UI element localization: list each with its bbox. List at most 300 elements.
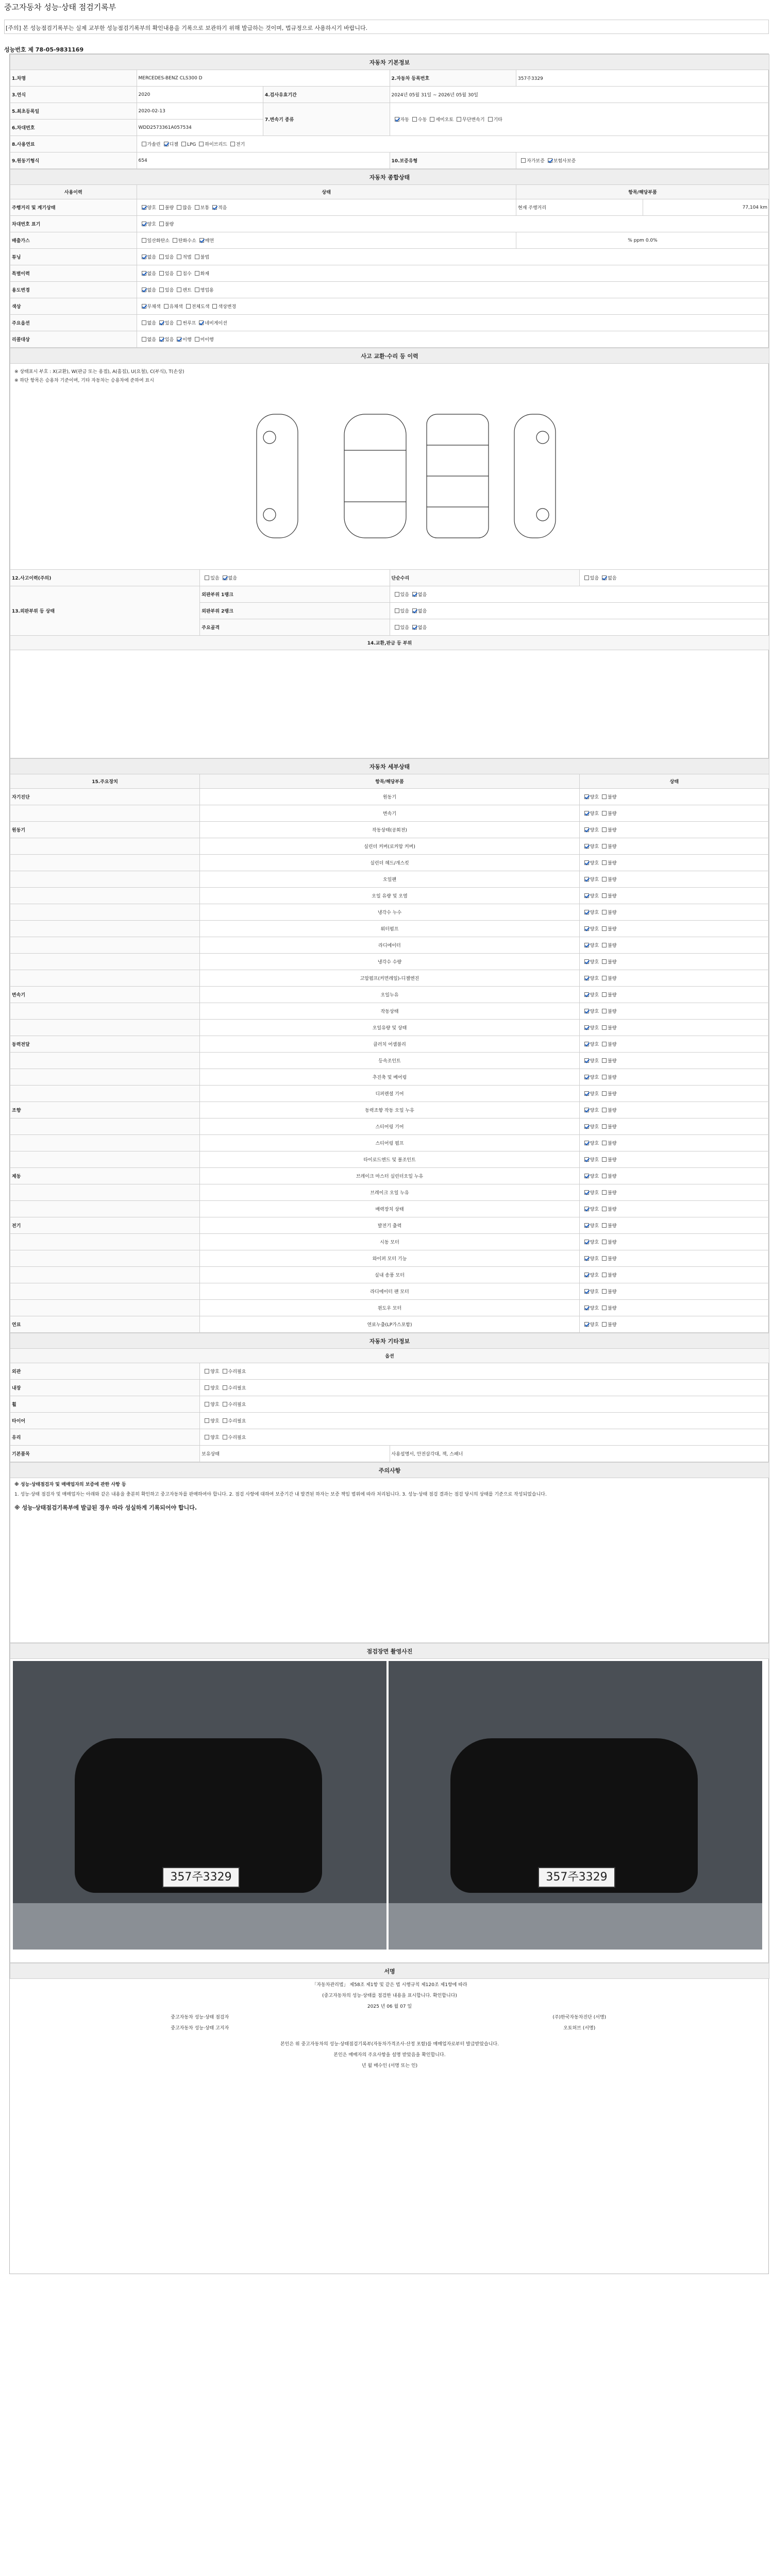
special-options bbox=[137, 265, 769, 282]
year-label: 3.연식 bbox=[10, 87, 137, 103]
detail-poor-checkbox[interactable] bbox=[602, 1273, 607, 1277]
detail-poor-checkbox[interactable] bbox=[602, 1025, 607, 1030]
flood-text: 침수 bbox=[182, 272, 192, 277]
detail-poor-checkbox[interactable] bbox=[602, 926, 607, 931]
detail-item: 연료누출(LP가스포함) bbox=[200, 1316, 580, 1333]
selfdiag-trans-good-checkbox[interactable] bbox=[584, 811, 589, 816]
detail-part bbox=[10, 1151, 200, 1168]
biz-checkbox[interactable] bbox=[195, 287, 199, 292]
detail-part bbox=[10, 904, 200, 921]
detail-good-checkbox[interactable] bbox=[584, 1207, 589, 1211]
detail-item: 워터펌프 bbox=[200, 921, 580, 937]
section-basic-info-title: 자동차 기본정보 bbox=[10, 55, 769, 70]
smoke-checkbox[interactable] bbox=[199, 238, 204, 243]
detail-rows bbox=[10, 822, 769, 1333]
front-photo-floor bbox=[13, 1903, 386, 1950]
detail-part bbox=[10, 1234, 200, 1250]
basic-info-table bbox=[10, 54, 769, 169]
buyer-month: 월 bbox=[367, 2063, 373, 2069]
detail-good-checkbox[interactable] bbox=[584, 877, 589, 882]
detail-part: 동력전달 bbox=[10, 1036, 200, 1053]
detail-good-text: 양호 bbox=[590, 1257, 599, 1262]
detail-good-text: 양호 bbox=[590, 1141, 599, 1146]
detail-poor-text: 불량 bbox=[608, 1207, 617, 1212]
trans-options bbox=[390, 103, 769, 136]
detail-row bbox=[10, 855, 769, 871]
tuning-label: 튜닝 bbox=[10, 249, 137, 265]
detail-good-checkbox[interactable] bbox=[584, 860, 589, 865]
fuel-options bbox=[137, 136, 769, 152]
inner-good-checkbox[interactable] bbox=[205, 1385, 209, 1390]
glass-good-checkbox[interactable] bbox=[205, 1435, 209, 1439]
selfdiag-trans-poor-checkbox[interactable] bbox=[602, 811, 607, 816]
section-photo-title: 점검장면 촬영사진 bbox=[10, 1643, 769, 1659]
detail-state bbox=[579, 1118, 769, 1135]
color-label: 색상 bbox=[10, 298, 137, 315]
detail-part bbox=[10, 1267, 200, 1283]
smoke-value: 0.0% bbox=[645, 238, 658, 243]
diesel-checkbox[interactable] bbox=[164, 142, 169, 146]
gauge-good-checkbox[interactable] bbox=[142, 205, 146, 210]
detail-poor-checkbox[interactable] bbox=[602, 1058, 607, 1063]
detail-good-checkbox[interactable] bbox=[584, 943, 589, 947]
main-device-header: 15.주요장치 bbox=[10, 774, 200, 789]
detail-item: 브레이크 오일 누유 bbox=[200, 1184, 580, 1201]
selfdiag-engine-good-text: 양호 bbox=[590, 795, 599, 800]
detail-good-checkbox[interactable] bbox=[584, 992, 589, 997]
detail-poor-checkbox[interactable] bbox=[602, 943, 607, 947]
detail-poor-checkbox[interactable] bbox=[602, 1322, 607, 1327]
detail-poor-checkbox[interactable] bbox=[602, 1223, 607, 1228]
detail-good-checkbox[interactable] bbox=[584, 1240, 589, 1244]
tire-repair-text: 수리필요 bbox=[228, 1419, 246, 1424]
glass-label: 유리 bbox=[10, 1429, 200, 1446]
semi-checkbox[interactable] bbox=[430, 117, 434, 122]
cvt-text: 무단변속기 bbox=[462, 117, 485, 123]
vin-good-checkbox[interactable] bbox=[142, 222, 146, 226]
rent-checkbox[interactable] bbox=[177, 287, 181, 292]
recall-none-checkbox[interactable] bbox=[142, 337, 146, 342]
period-value: 2024년 05월 31일 ~ 2026년 05월 30일 bbox=[390, 87, 769, 103]
detail-poor-checkbox[interactable] bbox=[602, 1240, 607, 1244]
detail-poor-checkbox[interactable] bbox=[602, 1124, 607, 1129]
glass-repair-checkbox[interactable] bbox=[223, 1435, 227, 1439]
nav-checkbox[interactable] bbox=[199, 320, 204, 325]
accident-exist-checkbox[interactable] bbox=[205, 575, 209, 580]
detail-state bbox=[579, 1316, 769, 1333]
detail-good-checkbox[interactable] bbox=[584, 1273, 589, 1277]
detail-part bbox=[10, 1086, 200, 1102]
detail-poor-checkbox[interactable] bbox=[602, 1289, 607, 1294]
detail-state bbox=[579, 970, 769, 987]
cvt-checkbox[interactable] bbox=[457, 117, 461, 122]
accident-none-checkbox[interactable] bbox=[223, 575, 227, 580]
detail-item: 라디에이터 팬 모터 bbox=[200, 1283, 580, 1300]
rank1-options bbox=[390, 586, 769, 603]
option-exist-checkbox[interactable] bbox=[159, 320, 164, 325]
illegal-text: 불법 bbox=[200, 255, 210, 260]
detail-good-text: 양호 bbox=[590, 844, 599, 850]
firstreg-value: 2020-02-13 bbox=[137, 103, 263, 120]
detail-poor-checkbox[interactable] bbox=[602, 910, 607, 914]
nav-text: 네비게이션 bbox=[205, 321, 227, 326]
detail-poor-checkbox[interactable] bbox=[602, 959, 607, 964]
detail-poor-checkbox[interactable] bbox=[602, 1190, 607, 1195]
detail-item: 브레이크 마스터 실린더오일 누유 bbox=[200, 1168, 580, 1184]
tire-label: 타이어 bbox=[10, 1413, 200, 1429]
detail-poor-checkbox[interactable] bbox=[602, 1256, 607, 1261]
section-other-title: 자동차 기타정보 bbox=[10, 1333, 769, 1349]
detail-part bbox=[10, 888, 200, 904]
detail-good-checkbox[interactable] bbox=[584, 1289, 589, 1294]
detail-row bbox=[10, 1217, 769, 1234]
detail-poor-text: 불량 bbox=[608, 1191, 617, 1196]
page-title: 중고자동차 성능·상태 점검기록부 bbox=[4, 3, 116, 12]
achromatic-checkbox[interactable] bbox=[142, 304, 146, 309]
recall-done-checkbox[interactable] bbox=[177, 337, 181, 342]
few-checkbox[interactable] bbox=[212, 205, 217, 210]
detail-poor-text: 불량 bbox=[608, 828, 617, 833]
tire-options bbox=[200, 1413, 769, 1429]
detail-item: 고압펌프(커먼레일)-디젤엔진 bbox=[200, 970, 580, 987]
frame-exist-checkbox[interactable] bbox=[395, 625, 399, 630]
inner-repair-checkbox[interactable] bbox=[223, 1385, 227, 1390]
detail-item: 추진축 및 베어링 bbox=[200, 1069, 580, 1086]
recall-not-checkbox[interactable] bbox=[195, 337, 199, 342]
special-exist-text: 있음 bbox=[164, 272, 174, 277]
rank2-exist-text: 있음 bbox=[400, 609, 409, 614]
wheel-label: 휠 bbox=[10, 1396, 200, 1413]
use-none-checkbox[interactable] bbox=[142, 287, 146, 292]
detail-good-checkbox[interactable] bbox=[584, 1025, 589, 1030]
detail-row bbox=[10, 838, 769, 855]
tuning-none-text: 없음 bbox=[147, 255, 156, 260]
detail-good-checkbox[interactable] bbox=[584, 1091, 589, 1096]
state-col-header: 상태 bbox=[579, 774, 769, 789]
detail-item: 오일팬 bbox=[200, 871, 580, 888]
ev-checkbox[interactable] bbox=[230, 142, 235, 146]
detail-item: 작동상태(공회전) bbox=[200, 822, 580, 838]
detail-poor-checkbox[interactable] bbox=[602, 992, 607, 997]
detail-item: 오일누유 bbox=[200, 987, 580, 1003]
repair-none-checkbox[interactable] bbox=[602, 575, 607, 580]
hc-checkbox[interactable] bbox=[173, 238, 177, 243]
detail-part: 변속기 bbox=[10, 987, 200, 1003]
detail-item: 와이퍼 모터 기능 bbox=[200, 1250, 580, 1267]
detail-good-text: 양호 bbox=[590, 1273, 599, 1278]
use-exist-checkbox[interactable] bbox=[159, 287, 164, 292]
detail-good-checkbox[interactable] bbox=[584, 1223, 589, 1228]
insurance-warranty-checkbox[interactable] bbox=[548, 158, 552, 163]
manual-checkbox[interactable] bbox=[412, 117, 417, 122]
detail-poor-text: 불량 bbox=[608, 1141, 617, 1146]
detail-good-checkbox[interactable] bbox=[584, 1141, 589, 1145]
detail-state bbox=[579, 904, 769, 921]
repair-exist-checkbox[interactable] bbox=[584, 575, 589, 580]
tuning-exist-checkbox[interactable] bbox=[159, 255, 164, 259]
chromatic-text: 유채색 bbox=[169, 304, 183, 310]
detail-good-checkbox[interactable] bbox=[584, 1058, 589, 1063]
detail-state bbox=[579, 1135, 769, 1151]
detail-row bbox=[10, 1184, 769, 1201]
detail-row bbox=[10, 1053, 769, 1069]
detail-good-checkbox[interactable] bbox=[584, 1157, 589, 1162]
color-change-checkbox[interactable] bbox=[212, 304, 217, 309]
detail-poor-checkbox[interactable] bbox=[602, 893, 607, 898]
manual-text: 수동 bbox=[417, 117, 427, 123]
rank1-none-text: 없음 bbox=[417, 592, 427, 598]
detail-good-checkbox[interactable] bbox=[584, 1190, 589, 1195]
detail-poor-checkbox[interactable] bbox=[602, 1075, 607, 1079]
detail-good-checkbox[interactable] bbox=[584, 1174, 589, 1178]
detail-item: 냉각수 수량 bbox=[200, 954, 580, 970]
detail-poor-checkbox[interactable] bbox=[602, 1042, 607, 1046]
detail-part bbox=[10, 1118, 200, 1135]
detail-good-checkbox[interactable] bbox=[584, 959, 589, 964]
detail-item: 시동 모터 bbox=[200, 1234, 580, 1250]
detail-poor-checkbox[interactable] bbox=[602, 1091, 607, 1096]
detail-good-checkbox[interactable] bbox=[584, 827, 589, 832]
detail-poor-checkbox[interactable] bbox=[602, 1009, 607, 1013]
mileage-options bbox=[137, 199, 516, 216]
sunroof-text: 썬루프 bbox=[182, 321, 196, 326]
detail-good-checkbox[interactable] bbox=[584, 910, 589, 914]
rank2-exist-checkbox[interactable] bbox=[395, 608, 399, 613]
detail-poor-text: 불량 bbox=[608, 861, 617, 866]
rear-plate: 357주3329 bbox=[538, 1867, 615, 1888]
section-notes-title: 주의사항 bbox=[10, 1463, 769, 1478]
detail-poor-text: 불량 bbox=[608, 877, 617, 883]
receive-statement: 본인은 위 중고자동차의 성능·상태점검기록부(자동차가격조사·산정 포함)를 매매업자로부터 발급받았습니다. bbox=[280, 2042, 499, 2047]
detail-row bbox=[10, 1316, 769, 1333]
color-change-text: 색상변경 bbox=[218, 304, 237, 310]
detail-state bbox=[579, 838, 769, 855]
special-none-checkbox[interactable] bbox=[142, 271, 146, 276]
detail-state bbox=[579, 1086, 769, 1102]
chromatic-checkbox[interactable] bbox=[164, 304, 169, 309]
fuel-label: 8.사용연료 bbox=[10, 136, 137, 152]
glass-options bbox=[200, 1429, 769, 1446]
detail-row bbox=[10, 954, 769, 970]
recall-label: 리콜대상 bbox=[10, 331, 137, 348]
selfdiag-engine-good-checkbox[interactable] bbox=[584, 794, 589, 799]
detail-item: 등속조인트 bbox=[200, 1053, 580, 1069]
option-options bbox=[137, 315, 769, 331]
outer-good-checkbox[interactable] bbox=[205, 1369, 209, 1374]
detail-good-checkbox[interactable] bbox=[584, 893, 589, 898]
tire-good-text: 양호 bbox=[210, 1419, 220, 1424]
many-checkbox[interactable] bbox=[177, 205, 181, 210]
gauge-bad-checkbox[interactable] bbox=[159, 205, 164, 210]
detail-good-checkbox[interactable] bbox=[584, 1306, 589, 1310]
wheel-repair-text: 수리필요 bbox=[228, 1402, 246, 1408]
detail-poor-checkbox[interactable] bbox=[602, 1207, 607, 1211]
self-warranty-checkbox[interactable] bbox=[521, 158, 526, 163]
detail-row bbox=[10, 921, 769, 937]
detail-poor-text: 불량 bbox=[608, 1174, 617, 1179]
detail-item: 클러치 어셈블리 bbox=[200, 1036, 580, 1053]
repair-options bbox=[579, 570, 769, 586]
wheel-repair-checkbox[interactable] bbox=[223, 1402, 227, 1406]
hc-text: 탄화수소 bbox=[178, 239, 196, 244]
rank2-none-checkbox[interactable] bbox=[412, 608, 417, 613]
detail-poor-text: 불량 bbox=[608, 927, 617, 932]
detail-poor-checkbox[interactable] bbox=[602, 827, 607, 832]
section-overall-title: 자동차 종합상태 bbox=[10, 170, 769, 185]
detail-part bbox=[10, 921, 200, 937]
recall-exist-checkbox[interactable] bbox=[159, 337, 164, 342]
recall-options bbox=[137, 331, 769, 348]
damage-diagram bbox=[10, 364, 769, 570]
confirm-statement: 본인은 매매자의 주요사항을 설명 받았음을 확인합니다. bbox=[333, 2053, 446, 2058]
outer-state-label: 13.외판부위 등 상태 bbox=[10, 586, 200, 636]
lpg-checkbox[interactable] bbox=[181, 142, 186, 146]
vin-bad-checkbox[interactable] bbox=[159, 222, 164, 226]
wheel-good-checkbox[interactable] bbox=[205, 1402, 209, 1406]
emission-label: 배출가스 bbox=[10, 232, 137, 249]
special-exist-checkbox[interactable] bbox=[159, 271, 164, 276]
detail-good-checkbox[interactable] bbox=[584, 1124, 589, 1129]
selfdiag-blank bbox=[10, 805, 200, 822]
trans-etc-checkbox[interactable] bbox=[488, 117, 493, 122]
detail-state bbox=[579, 937, 769, 954]
detail-good-checkbox[interactable] bbox=[584, 1322, 589, 1327]
auto-checkbox[interactable] bbox=[395, 117, 399, 122]
selfdiag-engine-poor-checkbox[interactable] bbox=[602, 794, 607, 799]
rank1-exist-checkbox[interactable] bbox=[395, 592, 399, 597]
repair-none-text: 없음 bbox=[608, 576, 617, 581]
sunroof-checkbox[interactable] bbox=[177, 320, 181, 325]
option-none-checkbox[interactable] bbox=[142, 320, 146, 325]
detail-good-checkbox[interactable] bbox=[584, 1075, 589, 1079]
detail-good-text: 양호 bbox=[590, 927, 599, 932]
detail-good-text: 양호 bbox=[590, 1207, 599, 1212]
regno-value: 357주3329 bbox=[516, 70, 769, 87]
detail-part bbox=[10, 838, 200, 855]
detail-poor-text: 불량 bbox=[608, 1306, 617, 1311]
detail-poor-checkbox[interactable] bbox=[602, 1108, 607, 1112]
emission-values bbox=[516, 232, 769, 249]
tuning-none-checkbox[interactable] bbox=[142, 255, 146, 259]
detail-poor-checkbox[interactable] bbox=[602, 860, 607, 865]
illegal-checkbox[interactable] bbox=[195, 255, 199, 259]
detail-item: 발전기 출력 bbox=[200, 1217, 580, 1234]
detail-state bbox=[579, 822, 769, 838]
hybrid-checkbox[interactable] bbox=[199, 142, 204, 146]
car-top-outline bbox=[344, 414, 406, 538]
detail-good-text: 양호 bbox=[590, 877, 599, 883]
detail-good-checkbox[interactable] bbox=[584, 1009, 589, 1013]
color-options bbox=[137, 298, 769, 315]
detail-poor-text: 불량 bbox=[608, 1026, 617, 1031]
detail-poor-checkbox[interactable] bbox=[602, 1141, 607, 1145]
rank1-none-checkbox[interactable] bbox=[412, 592, 417, 597]
selfdiag-trans-state bbox=[579, 805, 769, 822]
tire-repair-checkbox[interactable] bbox=[223, 1418, 227, 1423]
col-history: 사용이력 bbox=[10, 185, 137, 199]
parts-title: 14.교환,판금 등 부위 bbox=[10, 636, 769, 650]
detail-item: 동력조향 작동 오일 누유 bbox=[200, 1102, 580, 1118]
detail-good-text: 양호 bbox=[590, 1174, 599, 1179]
detail-poor-text: 불량 bbox=[608, 1158, 617, 1163]
inspection-document bbox=[9, 54, 769, 2274]
detail-good-text: 양호 bbox=[590, 1191, 599, 1196]
detail-part bbox=[10, 1250, 200, 1267]
trans-etc-text: 기타 bbox=[493, 117, 502, 123]
special-label: 특별이력 bbox=[10, 265, 137, 282]
full-paint-checkbox[interactable] bbox=[186, 304, 191, 309]
dealer-signature: 오토허브 (서명) bbox=[563, 2026, 596, 2031]
gas-checkbox[interactable] bbox=[142, 142, 146, 146]
outer-repair-checkbox[interactable] bbox=[223, 1369, 227, 1374]
flood-checkbox[interactable] bbox=[177, 271, 181, 276]
detail-good-checkbox[interactable] bbox=[584, 1256, 589, 1261]
detail-poor-checkbox[interactable] bbox=[602, 1306, 607, 1310]
outer-good-text: 양호 bbox=[210, 1369, 220, 1375]
outer-options bbox=[200, 1363, 769, 1380]
option-label: 주요옵션 bbox=[10, 315, 137, 331]
detail-good-text: 양호 bbox=[590, 861, 599, 866]
detail-poor-checkbox[interactable] bbox=[602, 1157, 607, 1162]
detail-poor-checkbox[interactable] bbox=[602, 976, 607, 980]
detail-good-checkbox[interactable] bbox=[584, 844, 589, 849]
detail-part: 연료 bbox=[10, 1316, 200, 1333]
normal-checkbox[interactable] bbox=[195, 205, 199, 210]
motor-label: 9.원동기형식 bbox=[10, 152, 137, 169]
detail-part bbox=[10, 937, 200, 954]
detail-good-checkbox[interactable] bbox=[584, 1108, 589, 1112]
detail-poor-text: 불량 bbox=[608, 1240, 617, 1245]
other-info-table bbox=[10, 1333, 769, 1462]
vin-bad-text: 불량 bbox=[164, 222, 174, 227]
detail-poor-checkbox[interactable] bbox=[602, 844, 607, 849]
detail-item: 오일유량 및 상태 bbox=[200, 1020, 580, 1036]
detail-good-checkbox[interactable] bbox=[584, 976, 589, 980]
use-change-options bbox=[137, 282, 769, 298]
buyer-sign-line bbox=[10, 2060, 769, 2071]
auto-text: 자동 bbox=[400, 117, 409, 123]
detail-state bbox=[579, 1020, 769, 1036]
semi-text: 세미오토 bbox=[435, 117, 454, 123]
detail-part bbox=[10, 1069, 200, 1086]
frame-none-checkbox[interactable] bbox=[412, 625, 417, 630]
detail-row bbox=[10, 937, 769, 954]
detail-row bbox=[10, 871, 769, 888]
option-exist-text: 있음 bbox=[164, 321, 174, 326]
use-change-label: 용도변경 bbox=[10, 282, 137, 298]
detail-good-checkbox[interactable] bbox=[584, 1042, 589, 1046]
detail-good-checkbox[interactable] bbox=[584, 926, 589, 931]
repair-label: 단순수리 bbox=[390, 570, 579, 586]
frame-options bbox=[390, 619, 769, 636]
detail-poor-checkbox[interactable] bbox=[602, 877, 607, 882]
detail-good-text: 양호 bbox=[590, 828, 599, 833]
fire-checkbox[interactable] bbox=[195, 271, 199, 276]
detail-state bbox=[579, 1201, 769, 1217]
detail-poor-checkbox[interactable] bbox=[602, 1174, 607, 1178]
accident-table bbox=[10, 348, 769, 758]
detail-part bbox=[10, 871, 200, 888]
tire-good-checkbox[interactable] bbox=[205, 1418, 209, 1423]
use-exist-text: 있음 bbox=[164, 288, 174, 293]
detail-poor-text: 불량 bbox=[608, 1323, 617, 1328]
legal-checkbox[interactable] bbox=[177, 255, 181, 259]
detail-part bbox=[10, 1053, 200, 1069]
detail-state bbox=[579, 1053, 769, 1069]
co-checkbox[interactable] bbox=[142, 238, 146, 243]
detail-good-text: 양호 bbox=[590, 1075, 599, 1080]
detail-state-table bbox=[10, 758, 769, 1333]
